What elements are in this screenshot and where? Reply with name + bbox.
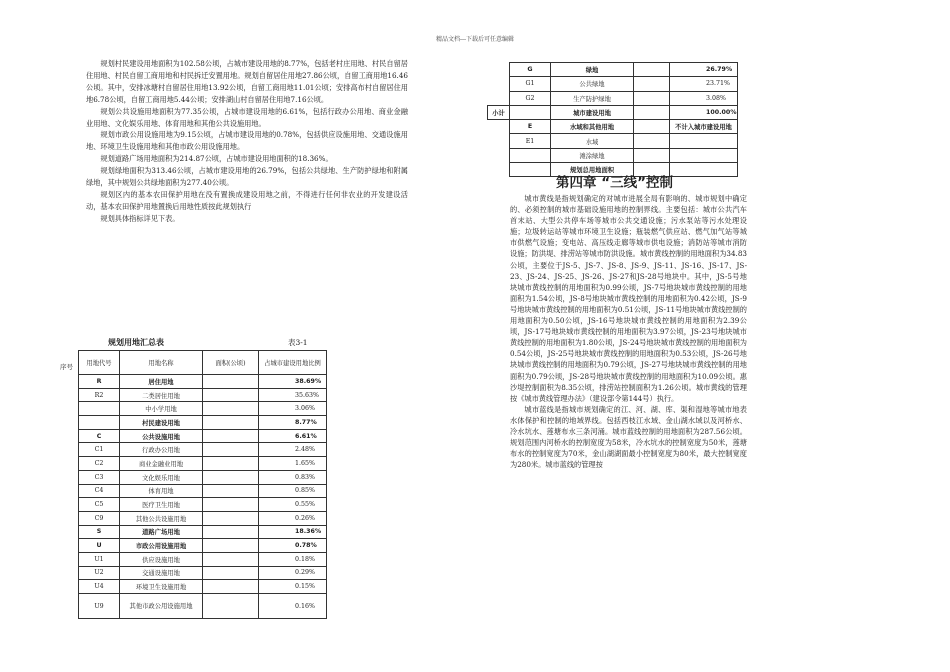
cell-area — [634, 105, 670, 119]
table-row — [488, 63, 738, 77]
cell-area — [634, 120, 670, 134]
cell-pct — [670, 163, 738, 177]
cell-code: C2 — [79, 457, 120, 471]
paragraph: 规划具体指标详见下表。 — [100, 213, 180, 223]
cell-pct: 18.36% — [259, 525, 327, 539]
sequence-label: 序号 — [60, 363, 73, 371]
cell-area — [203, 388, 259, 402]
cell-name: 滩涂绿地 — [551, 148, 634, 162]
table-row — [79, 402, 327, 416]
cell-area — [203, 594, 259, 619]
cell-label — [488, 77, 510, 91]
cell-name: 文化娱乐用地 — [120, 470, 203, 484]
cell-code: U4 — [79, 580, 120, 594]
cell-area — [203, 580, 259, 594]
paragraph: 城市黄线是指规划确定的对城市进展全局有影响的、城市规划中确定的、必须控制的城市基础设施用地的控制界线。主要包括：城市公共汽车首末站、大型公共停车场等城市公共交通设施；污水泵站等污水处理设施；垃圾转运站等城市环境卫生设施；瓶装燃气供应站、燃气加气站等城市供燃气设施；变电站、高压线走廊等城市供电设施；消防站等城市消防设施；防洪堤、排涝站等城市防洪设施。城市黄线控制的用地面积为34.83公顷，主要位于JS-5、JS-7、JS-8、JS-9、JS-11、JS-16、JS-17、JS-23、JS-24、JS-25、JS-26、JS-27和JS-28号地块中。其中，JS-5号地块城市黄线控制的用地面积为0.99公顷，JS-7号地块城市黄线控制的用地面积为1.54公顷，JS-8号地块城市黄线控制的用地面积为0.42公顷，JS-9号地块城市黄线控制的用地面积为0.51公顷，JS-11号地块城市黄线控制的用地面积为0.50公顷，JS-16号地块城市黄线控制的用地面积为2.39公顷，JS-17号地块城市黄线控制的用地面积为3.97公顷，JS-23号地块城市黄线控制的用地面积为1.80公顷，JS-24号地块城市黄线控制的用地面积为0.54公顷，JS-25号地块城市黄线控制的用地面积为0.53公顷，JS-26号地块城市黄线控制的用地面积为0.79公顷，JS-27号地块城市黄线控制的用地面积为0.79公顷，JS-28号地块城市黄线控制的用地面积为10.09公顷。惠沙堤控制面积为8.35公顷，排涝站控制面积为1.26公顷。城市黄线的管理按《城市黄线管理办法》（建设部令第144号）执行。 — [510, 194, 747, 403]
cell-code — [510, 163, 551, 177]
cell-pct: 26.79% — [670, 63, 738, 77]
table-row — [488, 77, 738, 91]
cell-area — [203, 484, 259, 498]
cell-pct: 0.83% — [259, 470, 327, 484]
table-row — [79, 498, 327, 512]
cell-label — [488, 91, 510, 105]
cell-code — [510, 105, 551, 119]
table-row — [79, 457, 327, 471]
cell-name: 村民建设用地 — [120, 416, 203, 430]
cell-area — [203, 539, 259, 553]
table-header-row — [79, 351, 327, 375]
cell-area — [634, 91, 670, 105]
cell-code: G1 — [510, 77, 551, 91]
cell-name: 二类居住用地 — [120, 388, 203, 402]
header-cell: 用地名称 — [120, 351, 203, 375]
cell-name: 行政办公用地 — [120, 443, 203, 457]
table-row — [79, 470, 327, 484]
cell-code — [510, 148, 551, 162]
cell-name: 居住用地 — [120, 375, 203, 389]
table-row — [79, 594, 327, 619]
table-row — [79, 429, 327, 443]
cell-name: 中小学用地 — [120, 402, 203, 416]
table-row — [79, 566, 327, 580]
table-row — [79, 525, 327, 539]
cell-code: U — [79, 539, 120, 553]
cell-area — [634, 77, 670, 91]
cell-code: G — [510, 63, 551, 77]
cell-code: S — [79, 525, 120, 539]
page-header: 精品文档---下载后可任意编辑 — [435, 36, 515, 43]
cell-label — [488, 134, 510, 148]
cell-name: 商业金融业用地 — [120, 457, 203, 471]
cell-name: 其他公共设施用地 — [120, 511, 203, 525]
cell-area — [634, 148, 670, 162]
cell-code: C4 — [79, 484, 120, 498]
cell-code: C — [79, 429, 120, 443]
table-row — [79, 388, 327, 402]
table-row — [79, 443, 327, 457]
cell-area — [203, 402, 259, 416]
cell-area — [203, 443, 259, 457]
cell-area — [203, 566, 259, 580]
table-row — [79, 511, 327, 525]
cell-code: E1 — [510, 134, 551, 148]
paragraph: 规划市政公用设施用地为9.15公顷，占城市建设用地的0.78%，包括供应设施用地、交通设施用地、环境卫生设施用地和其他市政公用设施用地。 — [86, 130, 408, 152]
cell-code: U9 — [79, 594, 120, 619]
chapter-title: 第四章 “三线”控制 — [556, 175, 673, 191]
cell-name: 水域 — [551, 134, 634, 148]
cell-area — [203, 525, 259, 539]
cell-code — [79, 402, 120, 416]
cell-pct: 6.61% — [259, 429, 327, 443]
cell-label — [488, 63, 510, 77]
cell-pct — [670, 148, 738, 162]
cell-name: 绿地 — [551, 63, 634, 77]
table-row — [79, 552, 327, 566]
cell-code: E — [510, 120, 551, 134]
cell-code: G2 — [510, 91, 551, 105]
table-row — [488, 120, 738, 134]
header-cell: 面积(公顷) — [203, 351, 259, 375]
left-column-text — [86, 58, 408, 225]
cell-pct: 35.63% — [259, 388, 327, 402]
cell-pct: 3.08% — [670, 91, 738, 105]
cell-pct: 23.71% — [670, 77, 738, 91]
cell-pct: 0.55% — [259, 498, 327, 512]
cell-pct: 8.77% — [259, 416, 327, 430]
cell-label: 小计 — [488, 105, 510, 119]
cell-name: 体育用地 — [120, 484, 203, 498]
table-row — [79, 375, 327, 389]
cell-pct — [670, 134, 738, 148]
cell-pct: 38.69% — [259, 375, 327, 389]
table-row — [79, 580, 327, 594]
cell-name: 规划总用地面积 — [551, 163, 634, 177]
cell-area — [203, 429, 259, 443]
table-row — [79, 539, 327, 553]
table-row — [488, 134, 738, 148]
cell-name: 城市建设用地 — [551, 105, 634, 119]
cell-code: C5 — [79, 498, 120, 512]
cell-name: 交通设施用地 — [120, 566, 203, 580]
cell-code: R — [79, 375, 120, 389]
cell-name: 环境卫生设施用地 — [120, 580, 203, 594]
header-cell: 占城市建设用地比例 — [259, 351, 327, 375]
paragraph: 规划村民建设用地面积为102.58公顷，占城市建设用地的8.77%，包括老村庄用地、村民自留居住用地、村民自留工商用地和村民拆迁安置用地。规划自留居住用地27.86公顷，自留工商用地16.46公顷。其中，安排冰塘村自留居住用地13.92公顷，自留工商用地11.01公顷；安排高布村自留居住用地6.78公顷，自留工商用地5.44公顷；安排湖山村自留居住用地7.16公顷。 — [86, 59, 408, 104]
cell-name: 生产防护绿地 — [551, 91, 634, 105]
paragraph: 规划道路广场用地面积为214.87公顷，占城市建设用地面积的18.36%。 — [100, 154, 333, 164]
cell-pct: 不计入城市建设用地 — [670, 120, 738, 134]
cell-label — [488, 148, 510, 162]
cell-pct: 0.26% — [259, 511, 327, 525]
table-row — [79, 416, 327, 430]
cell-code: C3 — [79, 470, 120, 484]
table-number: 表3-1 — [288, 338, 308, 347]
cell-pct: 1.65% — [259, 457, 327, 471]
paragraph: 规划公共设施用地面积为77.35公顷，占城市建设用地的6.61%，包括行政办公用地、商业金融业用地、文化娱乐用地、体育用地和其他公共设施用地。 — [86, 106, 408, 128]
cell-name: 供应设施用地 — [120, 552, 203, 566]
cell-area — [203, 470, 259, 484]
cell-label — [488, 163, 510, 177]
cell-name: 水域和其他用地 — [551, 120, 634, 134]
cell-pct: 100.00% — [670, 105, 738, 119]
cell-pct: 3.06% — [259, 402, 327, 416]
table-row — [488, 91, 738, 105]
land-use-summary-table — [78, 350, 327, 619]
right-column-text — [510, 193, 747, 470]
table-row — [79, 484, 327, 498]
cell-area — [203, 552, 259, 566]
cell-pct: 0.15% — [259, 580, 327, 594]
cell-name: 市政公用设施用地 — [120, 539, 203, 553]
table-row — [488, 105, 738, 119]
cell-code: U2 — [79, 566, 120, 580]
cell-area — [203, 375, 259, 389]
cell-area — [203, 457, 259, 471]
cell-code — [79, 416, 120, 430]
cell-pct: 0.29% — [259, 566, 327, 580]
cell-name: 医疗卫生用地 — [120, 498, 203, 512]
cell-pct: 2.48% — [259, 443, 327, 457]
cell-pct: 0.18% — [259, 552, 327, 566]
cell-code: C9 — [79, 511, 120, 525]
cell-name: 其他市政公用设施用地 — [120, 594, 203, 619]
paragraph: 规划绿地面积为313.46公顷，占城市建设用地的26.79%，包括公共绿地、生产防护绿地和附属绿地，其中规划公共绿地面积为277.40公顷。 — [86, 166, 408, 188]
cell-name: 公共绿地 — [551, 77, 634, 91]
paragraph: 规划区内的基本农田保护用地在没有置换成建设用地之前，不得进行任何非农业的开发建设活动，基本农田保护用地置换后用地性质按此规划执行 — [86, 189, 408, 211]
cell-label — [488, 120, 510, 134]
cell-area — [634, 134, 670, 148]
paragraph: 城市蓝线是指城市规划确定的江、河、湖、库、渠和湿地等城市地表水体保护和控制的地域界线。包括西枝江水域、金山湖水域以及河桥水、冷水坑水、莲塘布水三条河涌。城市蓝线控制的用地面积为287.56公顷。规划范围内河桥水的控制宽度为58米，冷水坑水的控制宽度为50米，莲塘布水的控制宽度为70米，金山湖湖面最小控制宽度为80米，最大控制宽度为280米。城市蓝线的管理按 — [510, 404, 747, 470]
cell-pct: 0.16% — [259, 594, 327, 619]
table-title: 规划用地汇总表 — [108, 338, 164, 347]
cell-pct: 0.85% — [259, 484, 327, 498]
land-use-summary-table-continued — [487, 62, 738, 177]
cell-code: U1 — [79, 552, 120, 566]
cell-area — [634, 63, 670, 77]
cell-area — [203, 511, 259, 525]
cell-area — [203, 416, 259, 430]
cell-name: 道路广场用地 — [120, 525, 203, 539]
cell-pct: 0.78% — [259, 539, 327, 553]
header-cell: 用地代号 — [79, 351, 120, 375]
cell-code: R2 — [79, 388, 120, 402]
table-row — [488, 148, 738, 162]
cell-code: C1 — [79, 443, 120, 457]
cell-name: 公共设施用地 — [120, 429, 203, 443]
cell-area — [203, 498, 259, 512]
